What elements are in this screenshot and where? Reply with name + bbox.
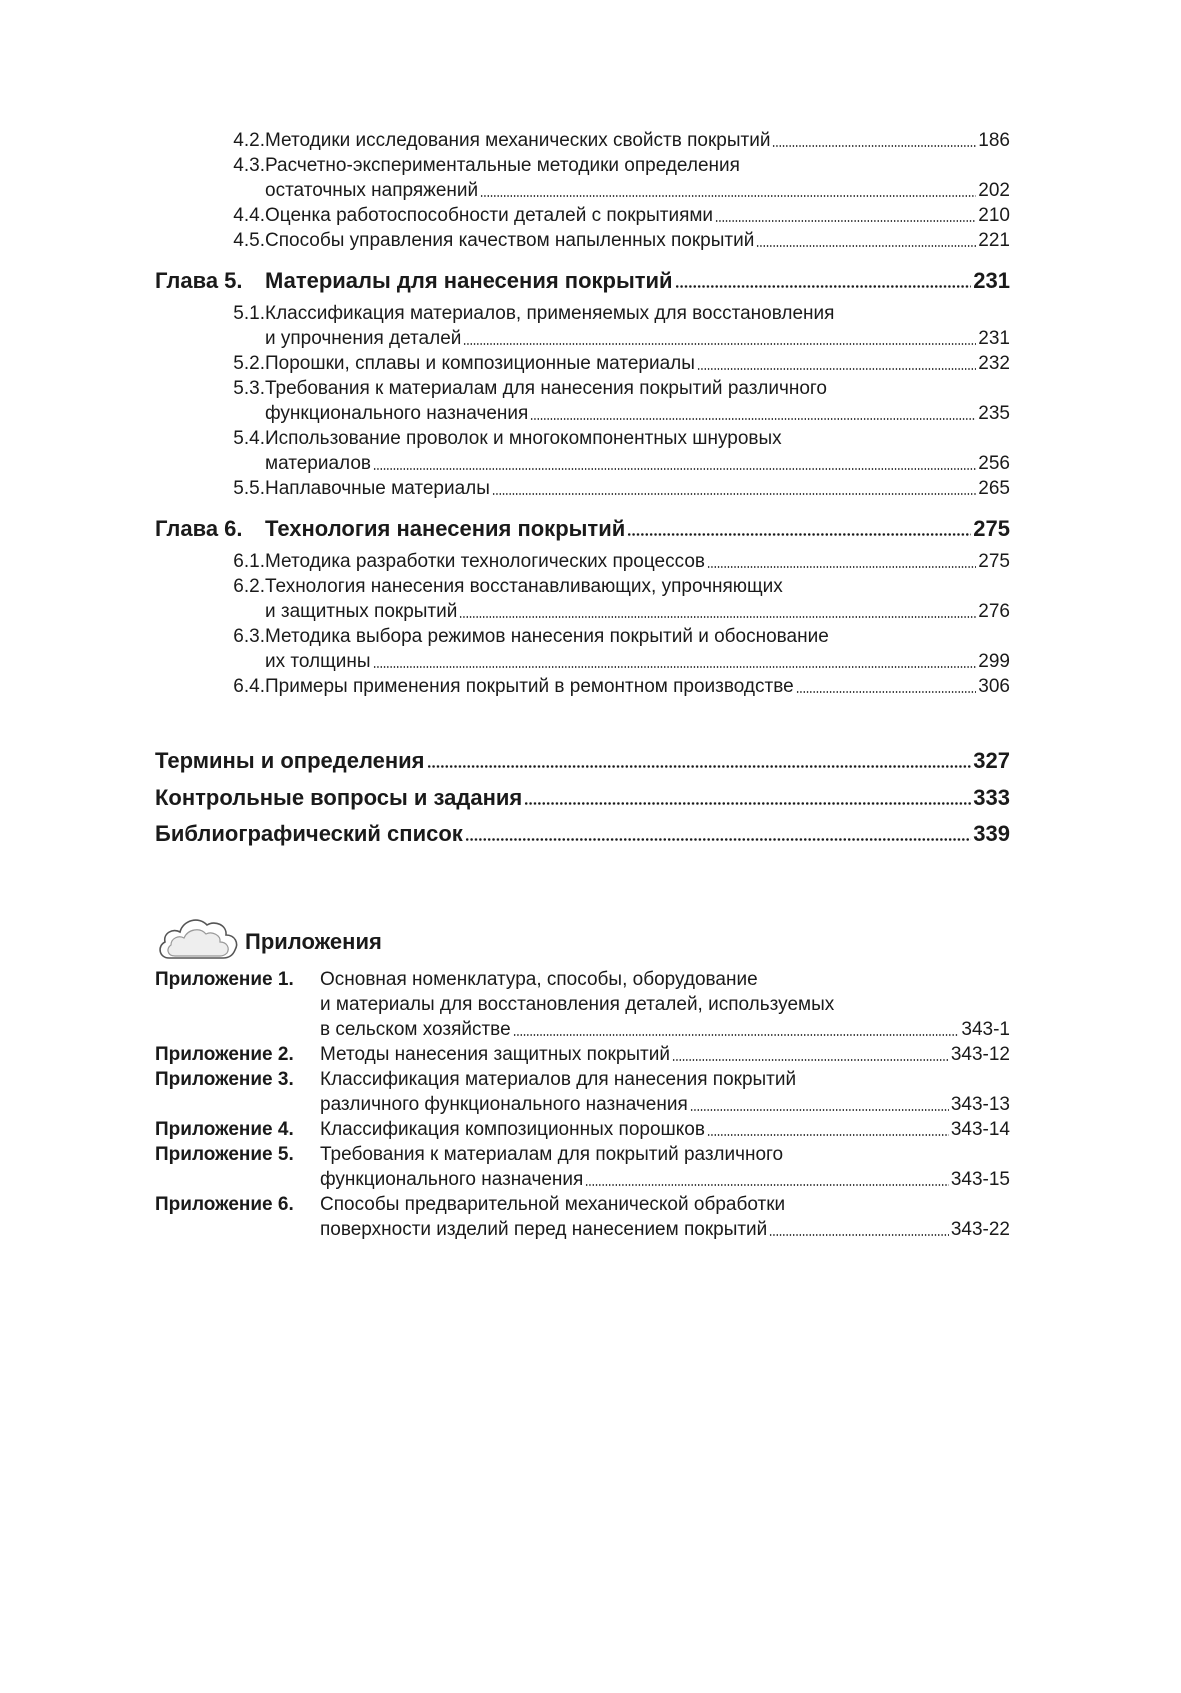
page-number: 343-12: [950, 1044, 1010, 1065]
page-number: 343-13: [950, 1094, 1010, 1115]
chapter-title: Материалы для нанесения покрытий: [265, 268, 673, 293]
dot-leader: [530, 417, 976, 421]
section-title: Расчетно-экспериментальные методики определения: [265, 155, 740, 176]
toc-bibliography[interactable]: [155, 819, 1010, 849]
appendix-6-cont[interactable]: [155, 1217, 1010, 1243]
page-number: 343-15: [950, 1169, 1010, 1190]
appendix-label: Приложение 2.: [155, 1044, 294, 1065]
toc-entry-4-3-cont[interactable]: [155, 178, 1010, 204]
toc-entry-6-4[interactable]: [155, 674, 1010, 700]
dot-leader: [707, 1133, 949, 1137]
page-number: 306: [978, 676, 1010, 697]
page-number: 210: [978, 205, 1010, 226]
section-number: 5.3.: [233, 378, 265, 399]
section-number: 6.1.: [233, 551, 265, 572]
appendices-title: Приложения: [245, 929, 382, 954]
section-title: Классификация материалов, применяемых для восстановления: [265, 303, 835, 324]
toc-entry-4-5[interactable]: [155, 228, 1010, 254]
page-number: 339: [973, 821, 1010, 846]
page-number: 186: [978, 130, 1010, 151]
toc-terms[interactable]: [155, 746, 1010, 776]
section-title-cont: и защитных покрытий: [265, 601, 458, 622]
page-number: 231: [973, 268, 1010, 293]
appendix-1-cont2[interactable]: [155, 1017, 1010, 1043]
page-number: 343-1: [961, 1019, 1010, 1040]
page-number: 275: [973, 516, 1010, 541]
section-number: 6.3.: [233, 626, 265, 647]
page-number: 276: [978, 601, 1010, 622]
dot-leader: [675, 284, 972, 289]
appendix-label: Приложение 5.: [155, 1144, 294, 1165]
dot-leader: [513, 1033, 960, 1037]
toc-entry-4-2[interactable]: [155, 128, 1010, 154]
page-number: 275: [978, 551, 1010, 572]
page-number: 333: [973, 785, 1010, 810]
dot-leader: [492, 492, 976, 496]
page-number: 231: [978, 328, 1010, 349]
appendix-title: Классификация композиционных порошков: [320, 1119, 705, 1140]
dot-leader: [690, 1108, 949, 1112]
section-number: 5.5.: [233, 478, 265, 499]
dot-leader: [524, 801, 971, 806]
dot-leader: [480, 194, 976, 198]
dot-leader: [427, 764, 972, 769]
toc-entry-5-3[interactable]: [155, 376, 1010, 402]
section-title: Порошки, сплавы и композиционные материалы: [265, 353, 695, 374]
toc-entry-5-1-cont[interactable]: [155, 326, 1010, 352]
section-title: Методика выбора режимов нанесения покрытий и обоснование: [265, 626, 829, 647]
appendix-title-cont: поверхности изделий перед нанесением покрытий: [320, 1219, 768, 1240]
dot-leader: [715, 219, 976, 223]
appendix-title-cont: функционального назначения: [320, 1169, 584, 1190]
section-number: 4.2.: [233, 130, 265, 151]
dot-leader: [769, 1233, 949, 1237]
section-number: 4.3.: [233, 155, 265, 176]
backmatter-title: Библиографический список: [155, 821, 463, 846]
section-title: Использование проволок и многокомпонентных шнуровых: [265, 428, 782, 449]
appendix-1-cont[interactable]: [155, 992, 1010, 1018]
appendix-6[interactable]: [155, 1192, 1010, 1218]
section-title: Технология нанесения восстанавливающих, упрочняющих: [265, 576, 783, 597]
appendix-4[interactable]: [155, 1117, 1010, 1143]
dot-leader: [697, 367, 976, 371]
appendix-title: Методы нанесения защитных покрытий: [320, 1044, 670, 1065]
appendix-title: Требования к материалам для покрытий различного: [320, 1144, 784, 1165]
page-number: 232: [978, 353, 1010, 374]
dot-leader: [459, 615, 976, 619]
appendix-title-cont: в сельском хозяйстве: [320, 1019, 511, 1040]
toc-entry-4-3[interactable]: [155, 153, 1010, 179]
appendix-title-cont: различного функционального назначения: [320, 1094, 688, 1115]
section-title-cont: материалов: [265, 453, 371, 474]
section-title: Требования к материалам для нанесения покрытий различного: [265, 378, 827, 399]
section-title: Оценка работоспособности деталей с покрытиями: [265, 205, 714, 226]
page-number: 235: [978, 403, 1010, 424]
page-number: 327: [973, 748, 1010, 773]
page-number: 343-14: [950, 1119, 1010, 1140]
appendix-label: Приложение 6.: [155, 1194, 294, 1215]
dot-leader: [373, 467, 976, 471]
appendices-header: [155, 912, 455, 964]
section-number: 5.4.: [233, 428, 265, 449]
dot-leader: [707, 565, 976, 569]
toc-entry-6-2-cont[interactable]: [155, 599, 1010, 625]
section-number: 6.4.: [233, 676, 265, 697]
appendix-label: Приложение 4.: [155, 1119, 294, 1140]
dot-leader: [585, 1183, 949, 1187]
toc-entry-6-2[interactable]: [155, 574, 1010, 600]
toc-entry-5-1[interactable]: [155, 301, 1010, 327]
appendix-2[interactable]: [155, 1042, 1010, 1068]
appendix-3[interactable]: [155, 1067, 1010, 1093]
dot-leader: [463, 342, 976, 346]
appendix-title: Основная номенклатура, способы, оборудование: [320, 969, 758, 990]
chapter-label: Глава 5.: [155, 268, 243, 293]
toc-questions[interactable]: [155, 783, 1010, 813]
section-number: 4.4.: [233, 205, 265, 226]
appendix-1[interactable]: [155, 967, 1010, 993]
appendix-title: Классификация материалов для нанесения покрытий: [320, 1069, 797, 1090]
appendix-label: Приложение 1.: [155, 969, 294, 990]
appendix-title-cont: и материалы для восстановления деталей, используемых: [320, 994, 835, 1015]
section-title: Примеры применения покрытий в ремонтном производстве: [265, 676, 794, 697]
dot-leader: [796, 690, 977, 694]
dot-leader: [772, 144, 976, 148]
appendix-label: Приложение 3.: [155, 1069, 294, 1090]
cloud-icon: [155, 912, 241, 964]
section-title: Методики исследования механических свойств покрытий: [265, 130, 771, 151]
appendix-title: Способы предварительной механической обработки: [320, 1194, 786, 1215]
page-number: 265: [978, 478, 1010, 499]
dot-leader: [627, 532, 971, 537]
section-number: 5.2.: [233, 353, 265, 374]
chapter-5-heading[interactable]: [155, 266, 1010, 296]
dot-leader: [373, 665, 977, 669]
appendix-5[interactable]: [155, 1142, 1010, 1168]
chapter-title: Технология нанесения покрытий: [265, 516, 626, 541]
page-number: 221: [978, 230, 1010, 251]
section-title: Наплавочные материалы: [265, 478, 490, 499]
appendix-3-cont[interactable]: [155, 1092, 1010, 1118]
toc-entry-4-4[interactable]: [155, 203, 1010, 229]
section-title: Методика разработки технологических процессов: [265, 551, 705, 572]
toc-entry-5-4[interactable]: [155, 426, 1010, 452]
toc-entry-5-5[interactable]: [155, 476, 1010, 502]
section-title-cont: остаточных напряжений: [265, 180, 479, 201]
page-number: 256: [978, 453, 1010, 474]
page-number: 343-22: [950, 1219, 1010, 1240]
dot-leader: [756, 244, 976, 248]
dot-leader: [465, 837, 971, 842]
backmatter-title: Термины и определения: [155, 748, 425, 773]
section-title: Способы управления качеством напыленных покрытий: [265, 230, 755, 251]
backmatter-title: Контрольные вопросы и задания: [155, 785, 523, 810]
toc-entry-5-3-cont[interactable]: [155, 401, 1010, 427]
toc-entry-6-1[interactable]: [155, 549, 1010, 575]
toc-entry-5-4-cont[interactable]: [155, 451, 1010, 477]
page-number: 202: [978, 180, 1010, 201]
chapter-6-heading[interactable]: [155, 514, 1010, 544]
appendix-5-cont[interactable]: [155, 1167, 1010, 1193]
section-title-cont: и упрочнения деталей: [265, 328, 462, 349]
page-number: 299: [978, 651, 1010, 672]
toc-entry-6-3[interactable]: [155, 624, 1010, 650]
chapter-label: Глава 6.: [155, 516, 243, 541]
toc-entry-5-2[interactable]: [155, 351, 1010, 377]
section-title-cont: их толщины: [265, 651, 371, 672]
dot-leader: [672, 1058, 949, 1062]
section-number: 6.2.: [233, 576, 265, 597]
section-number: 4.5.: [233, 230, 265, 251]
toc-entry-6-3-cont[interactable]: [155, 649, 1010, 675]
section-number: 5.1.: [233, 303, 265, 324]
section-title-cont: функционального назначения: [265, 403, 529, 424]
